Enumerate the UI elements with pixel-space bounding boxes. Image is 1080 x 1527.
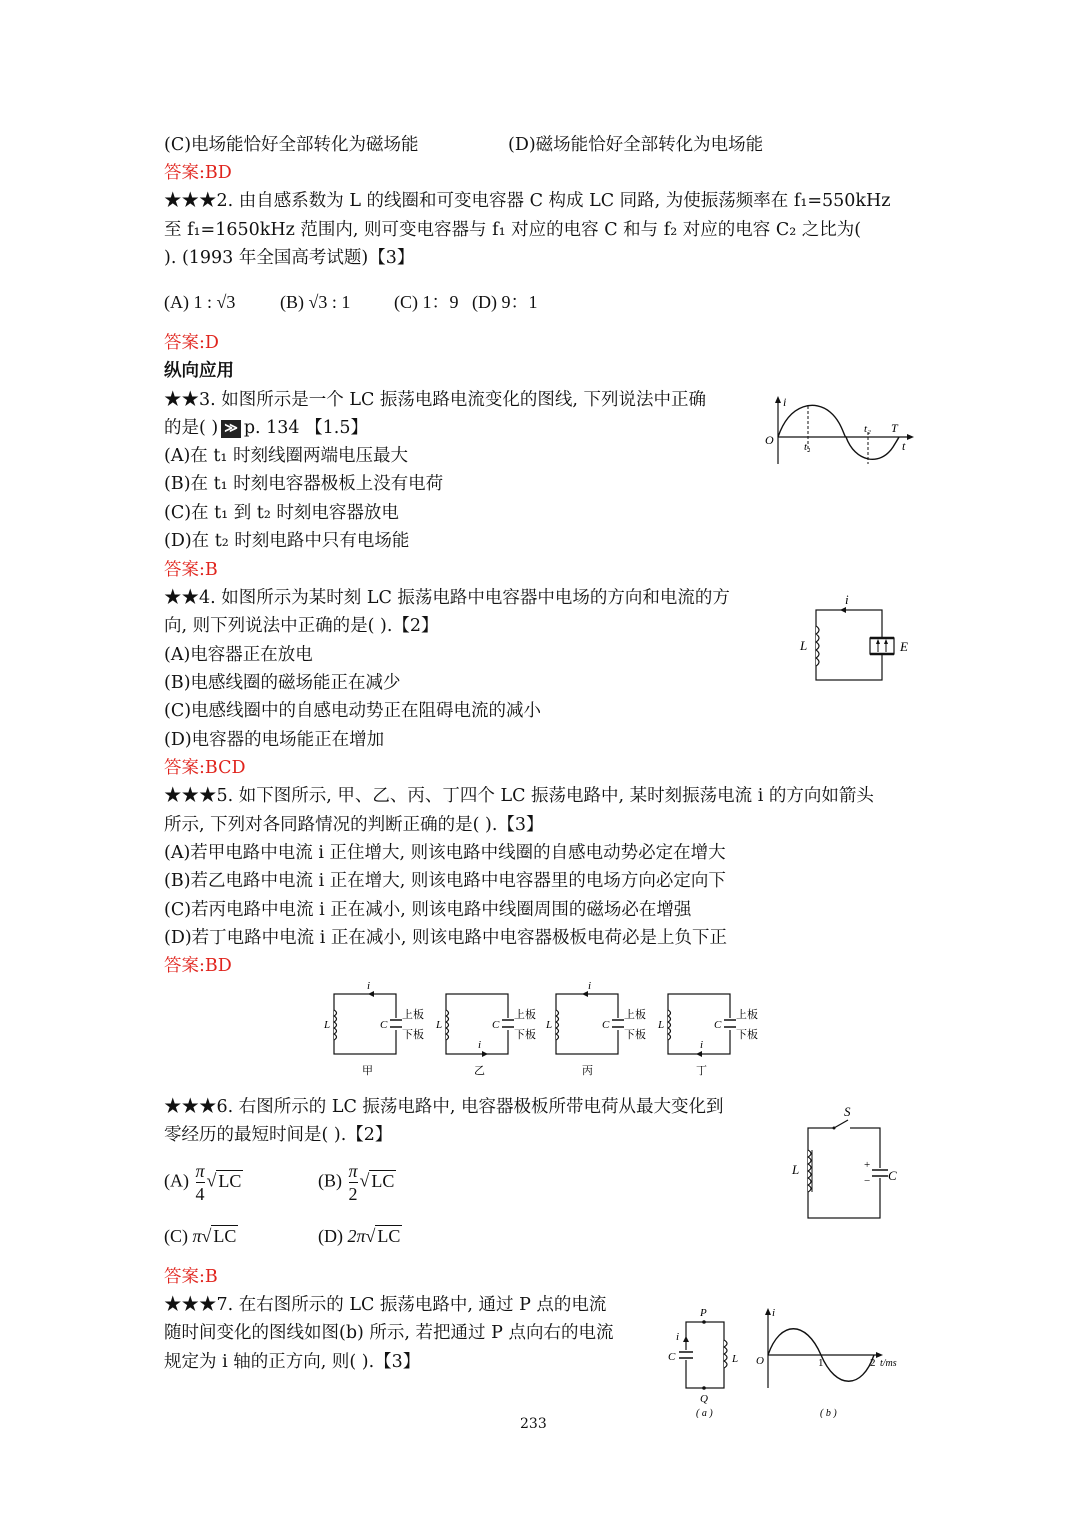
q3-stem-line1: ★★3. 如图所示是一个 LC 振荡电路电流变化的图线, 下列说法中正确 [164, 390, 707, 410]
bing-upper: 上板 [624, 1009, 646, 1021]
q7-stem-line2: 随时间变化的图线如图(b) 所示, 若把通过 P 点向右的电流 [164, 1323, 614, 1343]
q6-c-root: LC [213, 1226, 237, 1246]
q3-stem-line2 [164, 414, 368, 442]
section-title: 纵向应用 [164, 361, 234, 381]
jia-lower: 下板 [402, 1029, 424, 1041]
q5-answer: 答案:BD [164, 956, 232, 976]
q7-fig-Q: Q [700, 1393, 708, 1405]
q6-b-label: (B) [318, 1170, 342, 1191]
q4-stem-line1: ★★4. 如图所示为某时刻 LC 振荡电路中电容器中电场的方向和电流的方 [164, 588, 730, 608]
q1-answer: 答案:BD [164, 163, 232, 183]
ding-L: L [658, 1019, 665, 1031]
q6-c-label: (C) [164, 1226, 188, 1246]
q4-option-c: (C)电感线圈中的自感电动势正在阻碍电流的减小 [164, 701, 542, 721]
q5-option-b: (B)若乙电路中电流 i 正在增大, 则该电路中电容器里的电场方向必定向下 [164, 871, 726, 891]
q4-stem-line2: 向, 则下列说法中正确的是( ).【2】 [164, 616, 439, 636]
q6-d-label: (D) [318, 1226, 343, 1246]
q6-b-den: 2 [348, 1184, 358, 1204]
q7-fig-i-a: i [676, 1331, 680, 1343]
q1-option-d: (D)磁场能恰好全部转化为电场能 [508, 135, 764, 155]
q6-fig-L: L [792, 1162, 800, 1177]
q6-stem-line1: ★★★6. 右图所示的 LC 振荡电路中, 电容器极板所带电荷从最大变化到 [164, 1097, 724, 1117]
q6-a-num: π [195, 1161, 205, 1181]
page-number: 233 [520, 1416, 547, 1432]
q5-four-circuits [316, 978, 766, 1078]
yi-upper: 上板 [514, 1009, 536, 1021]
caption-yi: 乙 [474, 1065, 485, 1077]
q3-fig-T: T [891, 421, 898, 435]
q3-fig-t1: t₁ [804, 441, 811, 453]
q4-option-d: (D)电容器的电场能正在增加 [164, 730, 385, 750]
q4-fig-L: L [800, 638, 808, 653]
q5-option-c: (C)若丙电路中电流 i 正在减小, 则该电路中线圈周围的磁场必在增强 [164, 900, 692, 920]
q2-option-b: (B) √3 : 1 [280, 292, 351, 312]
q3-current-graph [760, 392, 920, 472]
q2-option-a: (A) 1 : √3 [164, 292, 236, 312]
q7-fig-two: 2 [870, 1357, 876, 1369]
q2-option-c: (C) 1：9 [394, 292, 459, 312]
q6-b-fraction [349, 1160, 358, 1205]
ding-upper: 上板 [736, 1009, 758, 1021]
q2-stem-line3: ). (1993 年全国高考试题)【3】 [164, 248, 415, 268]
q1-option-c: (C)电场能恰好全部转化为磁场能 [164, 135, 419, 155]
q6-a-fraction [196, 1160, 205, 1205]
q6-fig-C: C [888, 1168, 897, 1183]
q6-fig-S: S [844, 1104, 851, 1119]
q6-a-label: (A) [164, 1170, 189, 1191]
ding-i: i [700, 1039, 704, 1051]
ding-C: C [714, 1019, 722, 1031]
q3-fig-t2: t₂ [864, 423, 871, 435]
circuit-jia [323, 980, 424, 1077]
q7-caption-a: ( a ) [696, 1408, 713, 1418]
q2-answer: 答案:D [164, 333, 219, 353]
q7-stem-line1: ★★★7. 在右图所示的 LC 振荡电路中, 通过 P 点的电流 [164, 1295, 607, 1315]
q3-page-ref: p. 134 【1.5】 [243, 418, 368, 438]
q6-circuit [786, 1104, 916, 1224]
bing-lower: 下板 [624, 1029, 646, 1041]
q6-option-a: (A) $\frac{\pi}{4}$ √ LC [164, 1161, 242, 1204]
q7-stem-line3: 规定为 i 轴的正方向, 则( ).【3】 [164, 1352, 421, 1372]
bing-C: C [602, 1019, 610, 1031]
q6-a-root: LC [218, 1170, 242, 1191]
ding-lower: 下板 [736, 1029, 758, 1041]
q6-fig-plus: + [864, 1159, 871, 1171]
q3-fig-o: O [765, 433, 774, 447]
circuit-yi [435, 994, 536, 1077]
q7-fig-L: L [732, 1353, 739, 1365]
jia-C: C [380, 1019, 388, 1031]
bing-L: L [546, 1019, 553, 1031]
q7-figures [664, 1306, 914, 1418]
q3-fig-t: t [902, 439, 906, 453]
forward-arrows-icon: ≫ [221, 420, 241, 438]
q3-answer: 答案:B [164, 560, 218, 580]
q4-fig-E: E [900, 639, 908, 654]
yi-C: C [492, 1019, 500, 1031]
q6-answer: 答案:B [164, 1267, 218, 1287]
q6-fig-minus: − [864, 1175, 871, 1187]
bing-i: i [588, 980, 592, 992]
q7-fig-C: C [668, 1351, 676, 1363]
jia-i: i [367, 980, 371, 992]
q7-circuit-a [668, 1307, 738, 1418]
q5-option-a: (A)若甲电路中电流 i 正住增大, 则该电路中线圈的自感电动势必定在增大 [164, 843, 726, 863]
q7-fig-i-b: i [772, 1307, 776, 1319]
q6-stem-line2: 零经历的最短时间是( ).【2】 [164, 1125, 393, 1145]
q7-fig-P: P [700, 1307, 707, 1319]
q6-d-coef: 2π [347, 1226, 366, 1246]
yi-L: L [436, 1019, 443, 1031]
jia-L: L [324, 1019, 331, 1031]
q7-caption-b: ( b ) [820, 1408, 837, 1418]
q4-fig-i: i [845, 592, 849, 607]
circuit-ding [657, 994, 758, 1077]
q4-option-b: (B)电感线圈的磁场能正在减少 [164, 673, 401, 693]
q7-graph-b [756, 1307, 897, 1418]
circuit-bing [545, 980, 646, 1077]
q7-fig-O: O [756, 1355, 764, 1367]
caption-bing: 丙 [582, 1065, 593, 1077]
q6-c-coef: π [192, 1226, 202, 1246]
q3-option-b: (B)在 t₁ 时刻电容器极板上没有电荷 [164, 474, 444, 494]
q6-option-b: (B) $\frac{\pi}{2}$ √ LC [318, 1161, 395, 1204]
caption-ding: 丁 [696, 1065, 707, 1077]
q3-option-d: (D)在 t₂ 时刻电路中只有电场能 [164, 531, 410, 551]
q6-b-num: π [348, 1161, 358, 1181]
q6-d-root: LC [377, 1226, 401, 1246]
caption-jia: 甲 [362, 1065, 373, 1077]
q3-stem-text: 的是( ) [164, 418, 219, 438]
q3-option-c: (C)在 t₁ 到 t₂ 时刻电容器放电 [164, 503, 399, 523]
q6-b-root: LC [371, 1170, 395, 1191]
q6-a-den: 4 [195, 1184, 205, 1204]
yi-lower: 下板 [514, 1029, 536, 1041]
q4-circuit [790, 592, 920, 692]
q5-option-d: (D)若丁电路中电流 i 正在减小, 则该电路中电容器极板电荷必是上负下正 [164, 928, 728, 948]
q6-option-c: (C) π√ LC [164, 1226, 237, 1246]
q4-answer: 答案:BCD [164, 758, 246, 778]
q4-option-a: (A)电容器正在放电 [164, 645, 313, 665]
q5-stem-line2: 所示, 下列对各同路情况的判断正确的是( ).【3】 [164, 815, 544, 835]
q5-stem-line1: ★★★5. 如下图所示, 甲、乙、丙、丁四个 LC 振荡电路中, 某时刻振荡电流 i 的方向如箭头 [164, 786, 874, 806]
q3-option-a: (A)在 t₁ 时刻线圈两端电压最大 [164, 446, 408, 466]
q2-stem-line1: ★★★2. 由自感系数为 L 的线圈和可变电容器 C 构成 LC 同路, 为使振荡频率在 f₁=550kHz [164, 191, 891, 211]
q2-option-d: (D) 9：1 [472, 292, 538, 312]
jia-upper: 上板 [402, 1009, 424, 1021]
q3-fig-i: i [783, 395, 787, 409]
q2-stem-line2: 至 f₁=1650kHz 范围内, 则可变电容器与 f₁ 对应的电容 C 和与 f₂ 对应的电容 C₂ 之比为( [164, 220, 862, 240]
q7-fig-unit: t/ms [880, 1358, 897, 1369]
q6-option-d: (D) 2π√ LC [318, 1226, 401, 1246]
q7-fig-one: 1 [818, 1357, 824, 1369]
yi-i: i [478, 1039, 482, 1051]
